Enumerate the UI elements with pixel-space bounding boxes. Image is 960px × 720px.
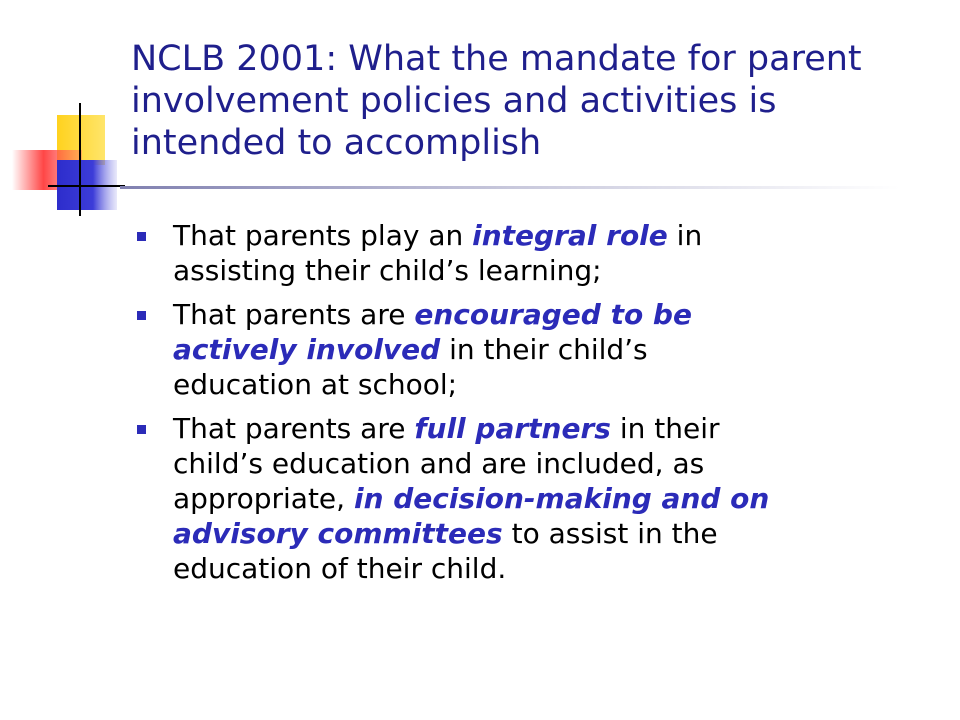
bullet-text: in	[667, 219, 703, 252]
bullet-text: in their child’s	[440, 333, 648, 366]
colored-squares-logo-icon	[0, 0, 140, 230]
emphasized-text: in decision-making and on	[353, 482, 770, 515]
bullet-line	[173, 253, 923, 288]
slide-title	[131, 38, 931, 164]
emphasized-text: advisory committees	[173, 517, 503, 550]
bullet-text: in their	[610, 412, 720, 445]
emphasized-text: full partners	[414, 412, 611, 445]
title-line: intended to accomplish	[131, 123, 542, 163]
bullet-line	[173, 551, 923, 586]
bullet-text: That parents are	[173, 412, 415, 445]
bullet-line	[173, 481, 923, 516]
bullet-line	[173, 446, 923, 481]
bullet-text: child’s education and are included, as	[173, 447, 705, 480]
title-divider	[120, 186, 900, 189]
bullet-item	[133, 297, 923, 402]
bullet-line	[173, 332, 923, 367]
bullet-list	[133, 218, 923, 595]
title-line: NCLB 2001: What the mandate for parent	[131, 39, 862, 79]
square-bullet-icon	[137, 232, 146, 241]
square-bullet-icon	[137, 311, 146, 320]
bullet-text: appropriate,	[173, 482, 354, 515]
emphasized-text: integral role	[472, 219, 668, 252]
bullet-item	[133, 218, 923, 288]
bullet-text: That parents are	[173, 298, 415, 331]
emphasized-text: actively involved	[173, 333, 441, 366]
bullet-text: education of their child.	[173, 552, 507, 585]
title-line: involvement policies and activities is	[131, 81, 777, 121]
emphasized-text: encouraged to be	[414, 298, 692, 331]
bullet-line	[173, 297, 923, 332]
bullet-line	[173, 411, 923, 446]
bullet-text: to assist in the	[502, 517, 718, 550]
bullet-line	[173, 516, 923, 551]
bullet-text: education at school;	[173, 368, 458, 401]
bullet-item	[133, 411, 923, 586]
bullet-text: assisting their child’s learning;	[173, 254, 602, 287]
square-bullet-icon	[137, 425, 146, 434]
bullet-line	[173, 218, 923, 253]
bullet-line	[173, 367, 923, 402]
bullet-text: That parents play an	[173, 219, 473, 252]
